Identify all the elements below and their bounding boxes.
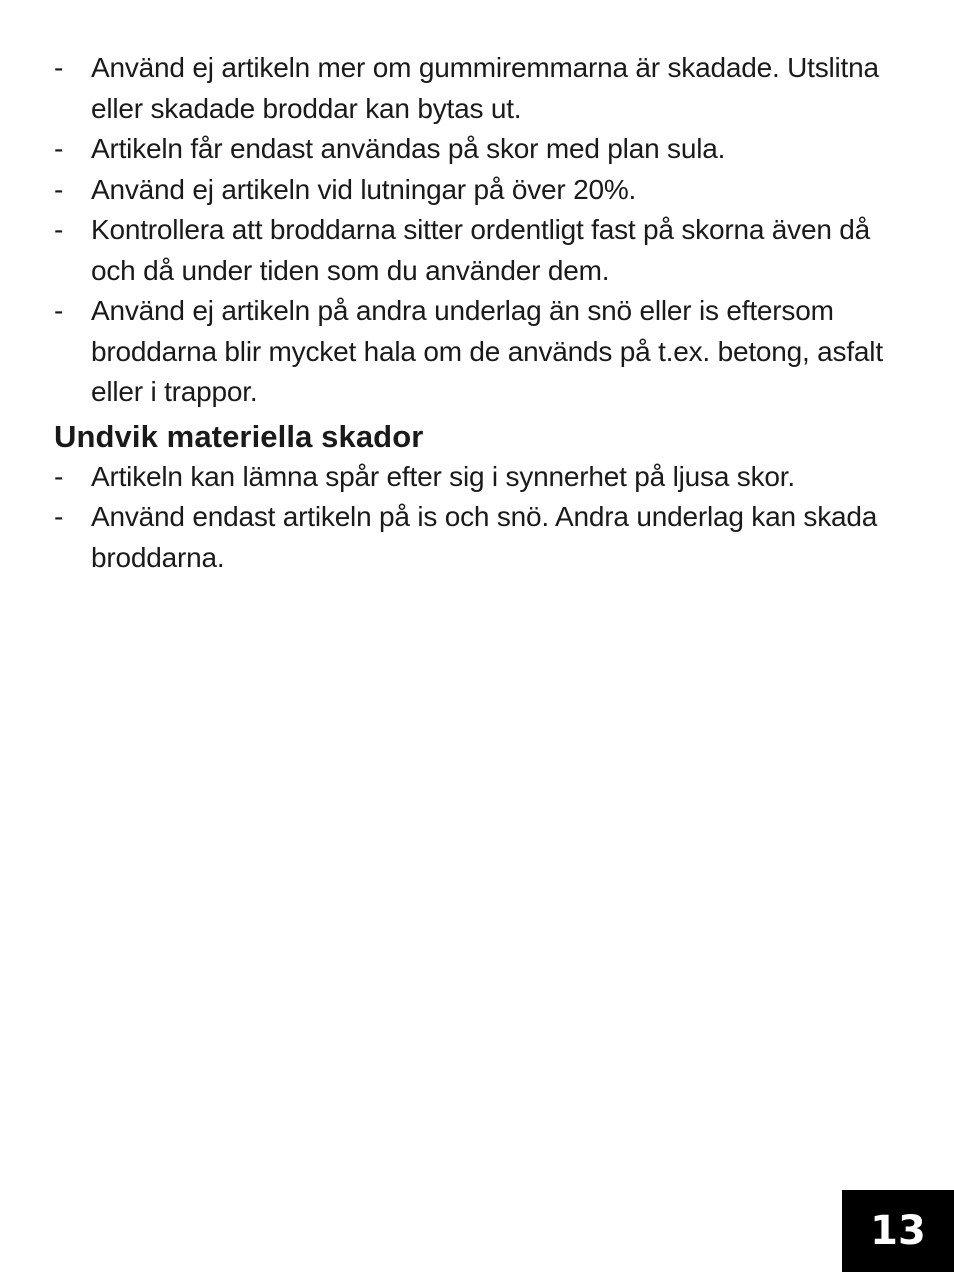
list-item-text: Artikeln får endast användas på skor med plan sula. — [91, 133, 726, 164]
list-item — [54, 457, 914, 498]
list-item-text: Använd endast artikeln på is och snö. Andra underlag kan skada broddarna. — [91, 501, 878, 573]
list-item-text: Artikeln kan lämna spår efter sig i synnerhet på ljusa skor. — [91, 460, 795, 492]
safety-list — [54, 48, 914, 413]
list-item — [54, 48, 914, 129]
page-number: 13 — [842, 1190, 954, 1272]
list-item — [54, 210, 914, 291]
list-item — [54, 497, 914, 578]
list-item — [54, 129, 914, 170]
bullet-dash: - — [54, 52, 64, 83]
material-damage-list — [54, 457, 914, 579]
bullet-dash: - — [54, 173, 64, 205]
bullet-dash: - — [54, 214, 64, 245]
bullet-dash: - — [54, 295, 64, 326]
list-item — [54, 170, 914, 211]
section-heading: Undvik materiella skador — [54, 418, 424, 454]
page-content — [54, 48, 914, 578]
bullet-dash: - — [54, 501, 64, 532]
list-item-text: Kontrollera att broddarna sitter ordentligt fast på skorna även då och då under tiden som du använder dem. — [91, 214, 871, 286]
bullet-dash: - — [54, 133, 64, 164]
bullet-dash: - — [54, 460, 64, 492]
list-item-text: Använd ej artikeln mer om gummiremmarna är skadade. Utslitna eller skadade broddar kan bytas ut. — [91, 52, 879, 124]
list-item — [54, 291, 914, 413]
list-item-text: Använd ej artikeln på andra underlag än snö eller is eftersom broddarna blir mycket hala om de används på t.ex. betong, asfalt eller i trappor. — [91, 295, 883, 407]
list-item-text: Använd ej artikeln vid lutningar på över 20%. — [91, 173, 637, 205]
